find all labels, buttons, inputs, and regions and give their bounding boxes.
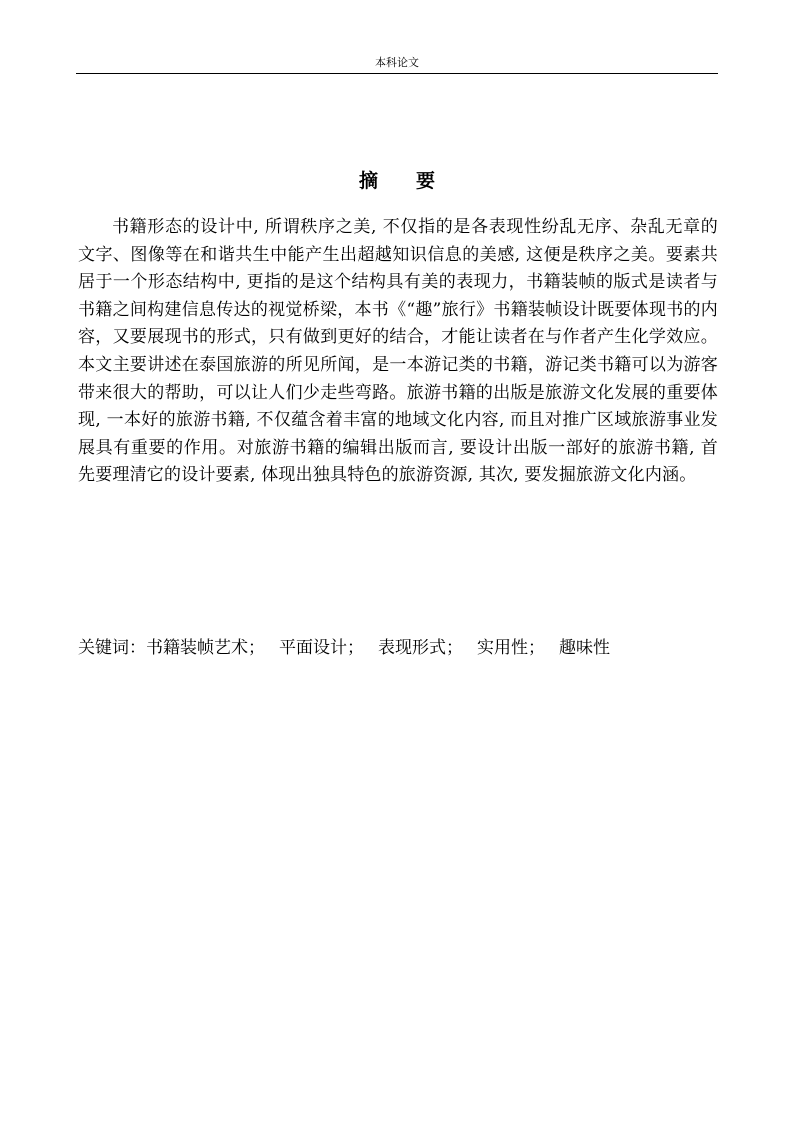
- keyword-item: 书籍装帧艺术；: [146, 638, 265, 658]
- running-header: 本科论文: [375, 56, 419, 69]
- keywords-line: [78, 636, 718, 660]
- abstract-title: [76, 168, 718, 194]
- keyword-item: 表现形式；: [378, 638, 463, 658]
- abstract-body: 书籍形态的设计中, 所谓秩序之美, 不仅指的是各表现性纷乱无序、杂乱无章的文字、图像等在和谐共生中能产生出超越知识信息的美感, 这便是秩序之美。要素共居于一个形态结构中, 更指的是这个结构具有美的表现力，书籍装帧的版式是读者与书籍之间构建信息传达的视觉桥梁，本书《“趣”旅行》书籍装帧设计既要体现书的内容，又要展现书的形式，只有做到更好的结合，才能让读者在与作者产生化学效应。本文主要讲述在泰国旅游的所见所闻，是一本游记类的书籍，游记类书籍可以为游客带来很大的帮助，可以让人们少走些弯路。旅游书籍的出版是旅游文化发展的重要体现, 一本好的旅游书籍, 不仅蕴含着丰富的地域文化内容, 而且对推广区域旅游事业发展具有重要的作用。对旅游书籍的编辑出版而言, 要设计出版一部好的旅游书籍, 首先要理清它的设计要素, 体现出独具特色的旅游资源, 其次, 要发掘旅游文化内涵。: [78, 217, 718, 486]
- keywords-label: 关键词：: [78, 638, 146, 658]
- keyword-item: 实用性；: [477, 638, 545, 658]
- keyword-item: 趣味性: [559, 638, 610, 658]
- header-rule: [76, 73, 718, 74]
- keyword-item: 平面设计；: [279, 638, 364, 658]
- abstract-title-char-2: 要: [416, 170, 436, 192]
- abstract-title-char-1: 摘: [358, 170, 378, 192]
